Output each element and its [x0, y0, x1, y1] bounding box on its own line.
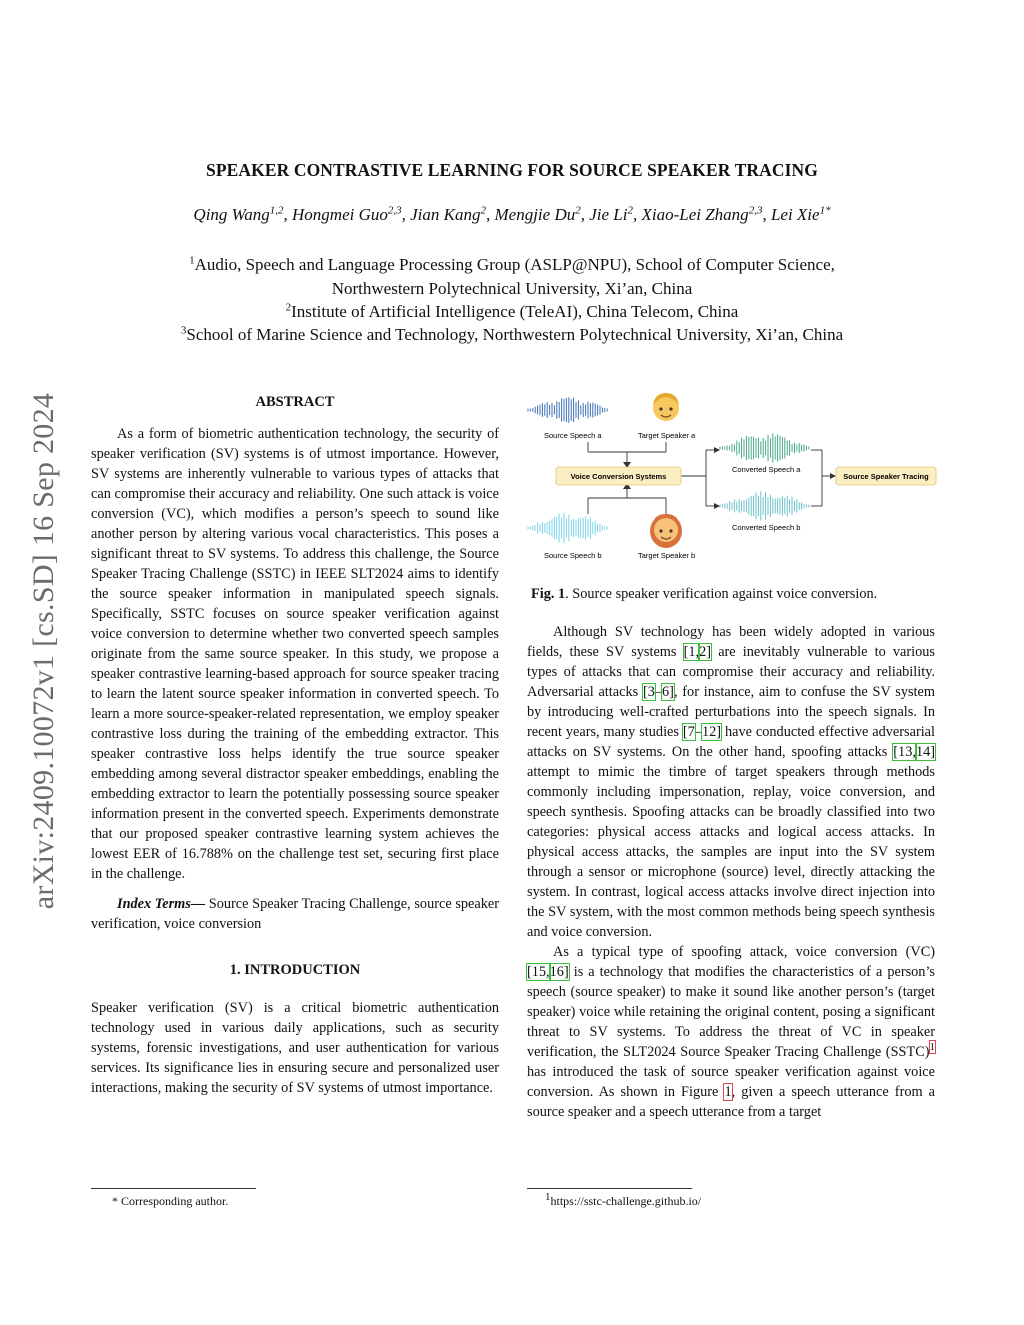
citation-link[interactable]: [7 [682, 724, 695, 740]
right-paragraph-2: As a typical type of spoofing attack, voice conversion (VC) [15,16] is a technology that modifies the characteristics of a person’s speech (source speaker) to make it sound like another person’s (target speaker) voice while retaining the original content, posing a significant threat to SV systems. To address the threat of VC in speaker verification, the SLT2024 Source Speaker Tracing Challenge (SSTC)$^1$ has introduced the task of source speaker verification against voice conversion. As shown in Figure 1, given a speech utterance from a source speaker and a speech utterance from a target [527, 944, 935, 1120]
citation-link[interactable]: [13, [893, 744, 916, 760]
figure-caption: Fig. 1. Source speaker verification against voice conversion. [531, 586, 878, 602]
index-terms: Index Terms— Source Speaker Tracing Challenge, source speaker verification, voice conversion [91, 896, 499, 932]
label-converted-speech-a: Converted Speech a [732, 465, 801, 474]
author-list: Qing Wang$^{1,2}$, Hongmei Guo$^{2,3}$, Jian Kang$^2$, Mengjie Du$^2$, Jie Li$^2$, Xiao-Lei Zhang$^{2,3}$, Lei Xie$^{1*}$ [193, 204, 831, 224]
label-source-speech-a: Source Speech a [544, 431, 602, 440]
intro-paragraph: Speaker verification (SV) is a critical biometric authentication technology used in various daily applications, such as security systems, forensic investigations, and user authentication for various services. Its significance lies in ensuring secure and personalized user interactions, making the security of SV systems of utmost importance. [91, 1000, 499, 1096]
figure-1 [526, 388, 938, 580]
waveform-source-a [528, 397, 607, 423]
right-paragraph-1: Although SV technology has been widely adopted in various fields, these SV systems [1,2] are inevitably vulnerable to various types of attacks that can compromise their accuracy and reliability. Adversarial attacks [3–6], for instance, aim to confuse the SV system by introducing well-crafted perturbations into the speech signals. In recent years, many studies [7–12] have conducted effective adversarial attacks on SV systems. On the other hand, spoofing attacks [13,14] attempt to mimic the timbre of target speakers through methods commonly including impersonation, replay, voice conversion, and speech synthesis. Spoofing attacks can be broadly classified into two categories: physical access attacks and logical access attacks. In physical access attacks, the samples are input into the SV system through a sensor or microphone (source) level, directly attacking the system. In contrast, logical access attacks involve direct injection into the SV system, with the most common methods being speech synthesis and voice conversion. [527, 624, 935, 940]
affiliation-3: $^3$School of Marine Science and Technology, Northwestern Polytechnical University, Xi’an, China [180, 324, 844, 344]
citation-link[interactable]: 16] [549, 964, 569, 980]
left-column [91, 392, 499, 1098]
author: Jian Kang [410, 205, 481, 224]
author: Qing Wang [193, 205, 270, 224]
footnote-corresponding: * Corresponding author. [112, 1194, 229, 1208]
citation-link[interactable]: [3 [642, 684, 655, 700]
intro-heading: 1. INTRODUCTION [229, 962, 361, 978]
abstract-heading: ABSTRACT [255, 394, 335, 410]
target-speaker-b-avatar [650, 514, 682, 548]
source-speaker-tracing-box [836, 467, 936, 485]
footnote-rule-right [527, 1188, 692, 1189]
footnote-rule [91, 1188, 256, 1189]
author: Lei Xie [770, 205, 820, 224]
arxiv-id[interactable]: arXiv:2409.10072v1 [cs.SD] 16 Sep 2024 [27, 392, 60, 910]
waveform-source-b [528, 513, 607, 543]
voice-conversion-box [556, 467, 681, 485]
citation-link[interactable]: 2] [699, 644, 712, 660]
abstract-text: As a form of biometric authentication technology, the security of speaker verification (SV) systems is of utmost importance. However, SV systems are inherently vulnerable to various types of attacks that can compromise their accuracy and reliability. One such attack is voice conversion (VC), which modifies a person’s speech to sound like another person by altering various vocal characteristics. This poses a significant threat to SV systems. To address this challenge, the Source Speaker Tracing Challenge (SSTC) in IEEE SLT2024 aims to identify the source speaker information in manipulated speech signals. Specifically, SSTC focuses on source speaker verification against voice conversion to determine whether two converted speech samples originate from the same source speaker. In this study, we propose a speaker contrastive learning-based approach for source speaker tracing to learn the latent source speaker information in converted speech. To learn a more source-speaker-related representation, we employ speaker contrastive loss during the training of the embedding extractor. This speaker contrastive loss helps identify the true source speaker embedding among several distractor speaker embeddings, enabling the embedding extractor to learn the potentially possessing source speaker information present in the converted speech. Experiments demonstrate that our proposed speaker contrastive learning system achieves the lowest EER of 16.788% on the challenge test set, securing first place in the challenge. [91, 426, 499, 882]
author: Xiao-Lei Zhang [641, 205, 749, 224]
figure-link[interactable]: 1 [724, 1084, 732, 1100]
citation-link[interactable]: [1, [683, 644, 700, 660]
affiliation-1-line2: Northwestern Polytechnical University, Xi’an, China [331, 279, 693, 298]
right-column [527, 622, 935, 1122]
affiliation-2: $^2$Institute of Artificial Intelligence (TeleAI), China Telecom, China [285, 301, 739, 321]
source-speaker-tracing-label: Source Speaker Tracing [843, 472, 929, 481]
waveform-converted-a [720, 433, 809, 462]
waveform-converted-b [720, 491, 809, 520]
affiliation-1: $^1$Audio, Speech and Language Processing Group (ASLP@NPU), School of Computer Science, [189, 254, 835, 274]
label-converted-speech-b: Converted Speech b [732, 523, 801, 532]
label-source-speech-b: Source Speech b [544, 551, 602, 560]
citation-link[interactable]: [15, [527, 964, 550, 980]
citation-link[interactable]: 12] [701, 724, 722, 740]
footnote-url: $^1$https://sstc-challenge.github.io/ [545, 1191, 702, 1208]
paper-title: SPEAKER CONTRASTIVE LEARNING FOR SOURCE SPEAKER TRACING [206, 160, 818, 180]
citation-link[interactable]: 14] [915, 744, 935, 760]
citation-link[interactable]: 6] [662, 684, 674, 700]
arxiv-sidebar [16, 356, 72, 946]
author: Jie Li [589, 205, 628, 224]
author: Hongmei Guo [292, 205, 388, 224]
label-target-speaker-b: Target Speaker b [638, 551, 696, 560]
target-speaker-a-avatar [653, 393, 679, 421]
label-target-speaker-a: Target Speaker a [638, 431, 696, 440]
author: Mengjie Du [494, 205, 576, 224]
voice-conversion-label: Voice Conversion Systems [570, 472, 667, 481]
footnote-link[interactable]: 1 [929, 1041, 935, 1054]
